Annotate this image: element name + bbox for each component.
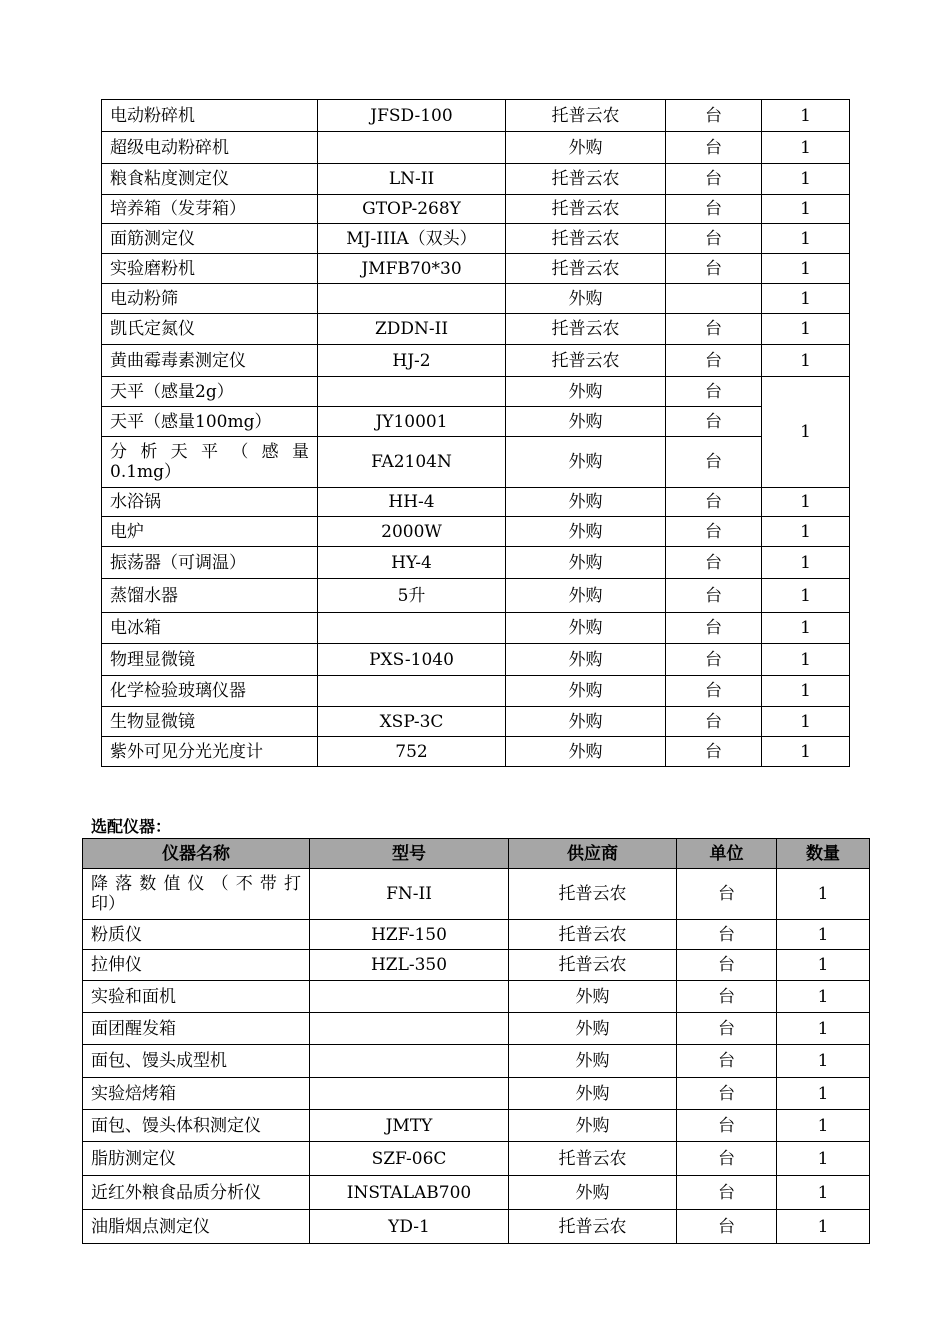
unit: 台 [666, 254, 762, 284]
quantity: 1 [762, 100, 850, 132]
unit: 台 [666, 644, 762, 676]
unit: 台 [666, 517, 762, 547]
quantity: 1 [762, 676, 850, 707]
table-row [83, 920, 870, 950]
unit: 台 [666, 132, 762, 164]
supplier: 外购 [509, 1110, 677, 1142]
quantity: 1 [762, 195, 850, 224]
table-row [102, 547, 850, 579]
supplier: 托普云农 [509, 920, 677, 950]
instrument-name: 电冰箱 [102, 613, 318, 644]
table-row [102, 284, 850, 314]
unit: 台 [666, 195, 762, 224]
instrument-name: 面团醒发箱 [83, 1013, 310, 1045]
instrument-name: 水浴锅 [102, 488, 318, 517]
model: YD-1 [310, 1210, 509, 1244]
quantity: 1 [762, 579, 850, 613]
instrument-name: 实验和面机 [83, 981, 310, 1013]
quantity: 1 [777, 1013, 870, 1045]
table-row [102, 345, 850, 377]
quantity: 1 [762, 132, 850, 164]
instrument-name: 面包、馒头体积测定仪 [83, 1110, 310, 1142]
table-row [102, 195, 850, 224]
supplier: 托普云农 [506, 195, 666, 224]
instrument-name: 拉伸仪 [83, 950, 310, 981]
table-row [83, 950, 870, 981]
unit: 台 [666, 164, 762, 195]
model [310, 981, 509, 1013]
supplier: 托普云农 [506, 345, 666, 377]
supplier: 托普云农 [506, 224, 666, 254]
unit: 台 [677, 1142, 777, 1176]
model: JMTY [310, 1110, 509, 1142]
unit: 台 [666, 613, 762, 644]
instrument-name: 紫外可见分光光度计 [102, 737, 318, 767]
model: XSP-3C [318, 707, 506, 737]
supplier: 外购 [506, 644, 666, 676]
unit [666, 284, 762, 314]
table-row [102, 254, 850, 284]
quantity: 1 [762, 284, 850, 314]
unit: 台 [666, 437, 762, 488]
supplier: 外购 [506, 737, 666, 767]
instrument-name: 近红外粮食品质分析仪 [83, 1176, 310, 1210]
model [310, 1078, 509, 1110]
supplier: 外购 [506, 132, 666, 164]
model: GTOP-268Y [318, 195, 506, 224]
table-row [102, 579, 850, 613]
table-row [102, 407, 850, 437]
quantity: 1 [777, 869, 870, 920]
table-row [102, 314, 850, 345]
supplier: 外购 [506, 547, 666, 579]
instrument-name [102, 437, 318, 488]
model: LN-II [318, 164, 506, 195]
supplier: 外购 [506, 517, 666, 547]
table-row [102, 517, 850, 547]
instrument-name: 天平（感量2g） [102, 377, 318, 407]
model: JY10001 [318, 407, 506, 437]
model [318, 132, 506, 164]
unit: 台 [666, 345, 762, 377]
model: HZL-350 [310, 950, 509, 981]
optional-equipment-table [82, 838, 870, 1244]
instrument-name [83, 869, 310, 920]
unit: 台 [677, 950, 777, 981]
quantity: 1 [762, 164, 850, 195]
unit: 台 [677, 981, 777, 1013]
table-row [102, 164, 850, 195]
supplier: 外购 [506, 613, 666, 644]
table-row [83, 869, 870, 920]
quantity: 1 [762, 517, 850, 547]
unit: 台 [666, 547, 762, 579]
unit: 台 [666, 314, 762, 345]
quantity: 1 [762, 254, 850, 284]
model: INSTALAB700 [310, 1176, 509, 1210]
supplier: 外购 [509, 1013, 677, 1045]
header-supplier: 供应商 [509, 839, 677, 869]
model: JMFB70*30 [318, 254, 506, 284]
unit: 台 [666, 224, 762, 254]
table-row [83, 1142, 870, 1176]
unit: 台 [666, 737, 762, 767]
table-row [102, 488, 850, 517]
model: FA2104N [318, 437, 506, 488]
instrument-name: 生物显微镜 [102, 707, 318, 737]
instrument-name: 面筋测定仪 [102, 224, 318, 254]
supplier: 托普云农 [509, 950, 677, 981]
instrument-name: 培养箱（发芽箱） [102, 195, 318, 224]
quantity: 1 [762, 547, 850, 579]
model [310, 1045, 509, 1078]
table-row [83, 1110, 870, 1142]
unit: 台 [666, 579, 762, 613]
unit: 台 [666, 407, 762, 437]
header-unit: 单位 [677, 839, 777, 869]
supplier: 外购 [509, 981, 677, 1013]
quantity: 1 [762, 345, 850, 377]
quantity: 1 [777, 1142, 870, 1176]
unit: 台 [677, 1013, 777, 1045]
supplier: 外购 [509, 1078, 677, 1110]
unit: 台 [666, 377, 762, 407]
quantity: 1 [762, 314, 850, 345]
supplier: 托普云农 [506, 314, 666, 345]
instrument-name: 凯氏定氮仪 [102, 314, 318, 345]
table-row [83, 1176, 870, 1210]
instrument-name: 物理显微镜 [102, 644, 318, 676]
unit: 台 [666, 676, 762, 707]
instrument-name: 实验磨粉机 [102, 254, 318, 284]
instrument-name: 蒸馏水器 [102, 579, 318, 613]
table-row [83, 1210, 870, 1244]
quantity: 1 [762, 613, 850, 644]
unit: 台 [677, 920, 777, 950]
header-quantity: 数量 [777, 839, 870, 869]
supplier: 外购 [509, 1176, 677, 1210]
instrument-name: 粮食粘度测定仪 [102, 164, 318, 195]
model: MJ-IIIA（双头） [318, 224, 506, 254]
model: 5升 [318, 579, 506, 613]
model: 2000W [318, 517, 506, 547]
quantity: 1 [777, 1176, 870, 1210]
supplier: 外购 [506, 407, 666, 437]
header-instrument-name: 仪器名称 [83, 839, 310, 869]
table-row [102, 224, 850, 254]
instrument-name: 油脂烟点测定仪 [83, 1210, 310, 1244]
optional-section-title: 选配仪器： [91, 817, 172, 836]
unit: 台 [677, 1210, 777, 1244]
quantity: 1 [777, 950, 870, 981]
unit: 台 [677, 1078, 777, 1110]
table-row [102, 737, 850, 767]
table-row [102, 100, 850, 132]
quantity: 1 [777, 1210, 870, 1244]
supplier: 托普云农 [506, 164, 666, 195]
quantity: 1 [762, 707, 850, 737]
model: HY-4 [318, 547, 506, 579]
model: SZF-06C [310, 1142, 509, 1176]
instrument-name: 电动粉碎机 [102, 100, 318, 132]
quantity: 1 [762, 488, 850, 517]
instrument-name: 电炉 [102, 517, 318, 547]
table-row [102, 132, 850, 164]
supplier: 托普云农 [509, 1210, 677, 1244]
table-row [83, 1013, 870, 1045]
model [318, 377, 506, 407]
main-equipment-table [101, 99, 850, 767]
supplier: 外购 [506, 579, 666, 613]
table-row [102, 613, 850, 644]
supplier: 外购 [506, 488, 666, 517]
quantity: 1 [777, 1110, 870, 1142]
supplier: 外购 [506, 437, 666, 488]
table-row [83, 1045, 870, 1078]
quantity: 1 [777, 981, 870, 1013]
quantity: 1 [777, 1045, 870, 1078]
table-row [102, 437, 850, 488]
table-row [102, 707, 850, 737]
supplier: 托普云农 [509, 1142, 677, 1176]
quantity: 1 [777, 920, 870, 950]
supplier: 托普云农 [506, 254, 666, 284]
supplier: 托普云农 [506, 100, 666, 132]
table-header-row [83, 839, 870, 869]
model [310, 1013, 509, 1045]
unit: 台 [666, 488, 762, 517]
instrument-name: 粉质仪 [83, 920, 310, 950]
name-line-2: 印） [91, 894, 125, 914]
instrument-name: 实验焙烤箱 [83, 1078, 310, 1110]
unit: 台 [677, 1045, 777, 1078]
model [318, 676, 506, 707]
instrument-name: 黄曲霉毒素测定仪 [102, 345, 318, 377]
unit: 台 [666, 100, 762, 132]
quantity: 1 [762, 644, 850, 676]
supplier: 外购 [506, 676, 666, 707]
model: JFSD-100 [318, 100, 506, 132]
name-line-1: 分 析 天 平 （ 感 量 [110, 442, 309, 462]
table-row [102, 644, 850, 676]
table-row [102, 676, 850, 707]
model: 752 [318, 737, 506, 767]
instrument-name: 天平（感量100mg） [102, 407, 318, 437]
unit: 台 [666, 707, 762, 737]
table-row [83, 1078, 870, 1110]
model: HH-4 [318, 488, 506, 517]
instrument-name: 电动粉筛 [102, 284, 318, 314]
model: HZF-150 [310, 920, 509, 950]
supplier: 外购 [506, 707, 666, 737]
supplier: 托普云农 [509, 869, 677, 920]
unit: 台 [677, 869, 777, 920]
name-line-2: 0.1mg） [110, 462, 182, 482]
instrument-name: 面包、馒头成型机 [83, 1045, 310, 1078]
quantity-merged: 1 [762, 377, 850, 488]
supplier: 外购 [506, 284, 666, 314]
model: ZDDN-II [318, 314, 506, 345]
supplier: 外购 [506, 377, 666, 407]
quantity: 1 [762, 737, 850, 767]
header-model: 型号 [310, 839, 509, 869]
instrument-name: 振荡器（可调温） [102, 547, 318, 579]
quantity: 1 [777, 1078, 870, 1110]
instrument-name: 脂肪测定仪 [83, 1142, 310, 1176]
quantity: 1 [762, 224, 850, 254]
unit: 台 [677, 1110, 777, 1142]
table-row [83, 981, 870, 1013]
model: FN-II [310, 869, 509, 920]
unit: 台 [677, 1176, 777, 1210]
table-row [102, 377, 850, 407]
instrument-name: 超级电动粉碎机 [102, 132, 318, 164]
name-line-1: 降 落 数 值 仪 （ 不 带 打 [91, 874, 301, 894]
supplier: 外购 [509, 1045, 677, 1078]
instrument-name: 化学检验玻璃仪器 [102, 676, 318, 707]
model: PXS-1040 [318, 644, 506, 676]
model [318, 613, 506, 644]
model: HJ-2 [318, 345, 506, 377]
model [318, 284, 506, 314]
